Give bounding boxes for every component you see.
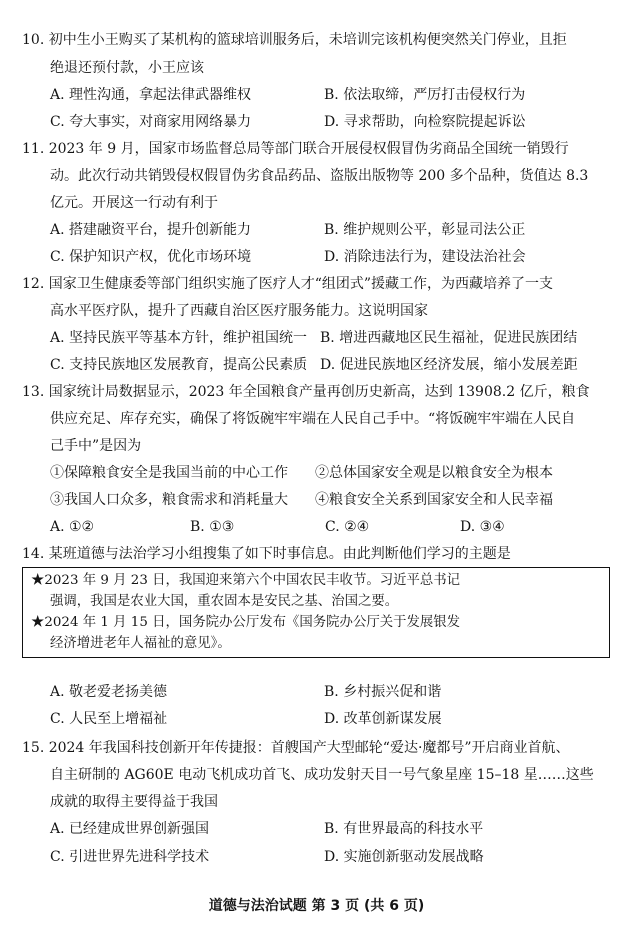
q10-option-b[interactable]: B. 依法取缔，严厉打击侵权行为 (324, 87, 526, 103)
q15-stem-line-3: 成就的取得主要得益于我国 (50, 794, 218, 810)
q10-stem-line-1: 10. 初中生小王购买了某机构的篮球培训服务后，未培训完该机构便突然关门停业，且拒 (22, 32, 567, 48)
q15-option-a[interactable]: A. 已经建成世界创新强国 (50, 821, 210, 837)
q14-stem-line-1: 14. 某班道德与法治学习小组搜集了如下时事信息。由此判断他们学习的主题是 (22, 546, 511, 562)
q11-option-d[interactable]: D. 消除违法行为，建设法治社会 (324, 249, 526, 265)
q10-option-c[interactable]: C. 夸大事实，对商家用网络暴力 (50, 114, 252, 130)
q13-statement-2: ②总体国家安全观是以粮食安全为根本 (315, 465, 553, 481)
q10-option-a[interactable]: A. 理性沟通，拿起法律武器维权 (50, 87, 252, 103)
q13-stem-line-1: 13. 国家统计局数据显示，2023 年全国粮食产量再创历史新高，达到 13908.2 亿斤，粮食 (22, 384, 590, 400)
q11-option-a[interactable]: A. 搭建融资平台，提升创新能力 (50, 222, 252, 238)
q14-option-b[interactable]: B. 乡村振兴促和谐 (324, 684, 442, 700)
q13-option-b[interactable]: B. ①③ (190, 519, 235, 535)
q11-stem-line-2: 动。此次行动共销毁侵权假冒伪劣食品药品、盗版出版物等 200 多个品种，货值达 8.3 (50, 168, 589, 184)
q14-material-box (22, 567, 610, 658)
q14-material-line-1: ★2023 年 9 月 23 日，我国迎来第六个中国农民丰收节。习近平总书记 (31, 573, 461, 588)
q15-stem-line-1: 15. 2024 年我国科技创新开年传捷报：首艘国产大型邮轮“爱达·魔都号”开启商业首航、 (22, 740, 570, 756)
q13-stem-line-2: 供应充足、库存充实，确保了将饭碗牢牢端在人民自己手中。“将饭碗牢牢端在人民自 (50, 411, 576, 427)
q12-option-c[interactable]: C. 支持民族地区发展教育，提高公民素质 (50, 357, 308, 373)
q15-option-d[interactable]: D. 实施创新驱动发展战略 (324, 849, 484, 865)
q14-option-a[interactable]: A. 敬老爱老扬美德 (50, 684, 168, 700)
q13-stem-line-3: 己手中”是因为 (50, 438, 142, 454)
q15-stem-line-2: 自主研制的 AG60E 电动飞机成功首飞、成功发射天目一号气象星座 15–18 星……这些 (50, 767, 594, 783)
q12-option-b[interactable]: B. 增进西藏地区民生福祉，促进民族团结 (320, 330, 578, 346)
q14-material-line-4: 经济增进老年人福祉的意见》。 (50, 636, 231, 651)
q12-stem-line-1: 12. 国家卫生健康委等部门组织实施了医疗人才“组团式”援藏工作，为西藏培养了一支 (22, 276, 554, 292)
q12-option-a[interactable]: A. 坚持民族平等基本方针，维护祖国统一 (50, 330, 308, 346)
q14-option-c[interactable]: C. 人民至上增福祉 (50, 711, 168, 727)
q10-option-d[interactable]: D. 寻求帮助，向检察院提起诉讼 (324, 114, 526, 130)
q13-option-a[interactable]: A. ①② (50, 519, 95, 535)
q11-stem-line-1: 11. 2023 年 9 月，国家市场监督总局等部门联合开展侵权假冒伪劣商品全国统一销毁行 (22, 141, 569, 157)
q11-option-b[interactable]: B. 维护规则公平，彰显司法公正 (324, 222, 526, 238)
q12-stem-line-2: 高水平医疗队，提升了西藏自治区医疗服务能力。这说明国家 (50, 303, 428, 319)
q12-option-d[interactable]: D. 促进民族地区经济发展，缩小发展差距 (320, 357, 578, 373)
q13-statement-4: ④粮食安全关系到国家安全和人民幸福 (315, 492, 553, 508)
q10-stem-line-2: 绝退还预付款，小王应该 (50, 60, 204, 76)
q11-option-c[interactable]: C. 保护知识产权，优化市场环境 (50, 249, 252, 265)
page-footer: 道德与法治试题 第 3 页 (共 6 页) (208, 898, 425, 914)
q15-option-b[interactable]: B. 有世界最高的科技水平 (324, 821, 484, 837)
q13-option-c[interactable]: C. ②④ (325, 519, 370, 535)
q14-material-line-2: 强调，我国是农业大国，重农固本是安民之基、治国之要。 (50, 594, 399, 609)
q15-option-c[interactable]: C. 引进世界先进科学技术 (50, 849, 210, 865)
q13-option-d[interactable]: D. ③④ (460, 519, 505, 535)
q13-statement-1: ①保障粮食安全是我国当前的中心工作 (50, 465, 288, 481)
q11-stem-line-3: 亿元。开展这一行动有利于 (50, 195, 218, 211)
q14-option-d[interactable]: D. 改革创新谋发展 (324, 711, 442, 727)
q13-statement-3: ③我国人口众多，粮食需求和消耗量大 (50, 492, 288, 508)
q14-material-line-3: ★2024 年 1 月 15 日，国务院办公厅发布《国务院办公厅关于发展银发 (31, 615, 461, 630)
